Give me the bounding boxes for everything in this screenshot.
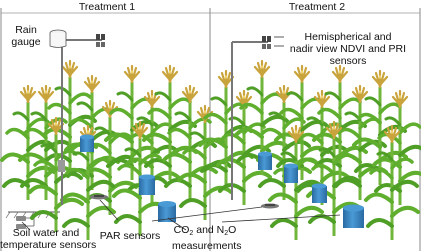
- corn-plants-row-1: [2, 61, 231, 240]
- rain-gauge-label-line-1: Rain: [15, 24, 37, 36]
- gas-label-line-1: $CO_2$ and $N_2O$: [173, 224, 237, 237]
- gas-chamber-icon: [312, 184, 328, 204]
- rain-gauge-label: [6, 24, 46, 48]
- gas-label-line-2: measurements: [172, 240, 242, 251]
- par-sensor-icon: [90, 195, 108, 200]
- corn-plants-row-2: [200, 61, 421, 240]
- hemispherical-label-line-2: nadir view NDVI and PRI: [289, 43, 407, 55]
- par-sensors-label: PAR sensors: [99, 230, 161, 242]
- hemispherical-label-line-3: sensors: [329, 55, 367, 67]
- treatment-1-label: Treatment 1: [78, 1, 136, 13]
- gas-measurements-label: [172, 224, 242, 251]
- gas-chamber-icon: [284, 164, 298, 184]
- gas-chamber-icon: [258, 152, 272, 171]
- hemispherical-label-line-1: Hemispherical and: [304, 31, 392, 43]
- rain-gauge-label-line-2: gauge: [11, 36, 41, 48]
- hemispherical-sensor-label: [284, 31, 412, 67]
- treatment-2-label: Treatment 2: [288, 1, 346, 13]
- par-sensor-icon: [261, 204, 279, 209]
- gas-chamber-icon: [139, 175, 155, 196]
- soil-label-line-2: temperature sensors: [0, 239, 97, 251]
- soil-sensor-label: [0, 227, 97, 251]
- gas-chamber-icon: [80, 135, 94, 153]
- soil-label-line-1: Soil water and: [12, 227, 80, 239]
- rain-gauge-icon: [50, 30, 66, 48]
- gas-chamber-icon: [343, 205, 364, 229]
